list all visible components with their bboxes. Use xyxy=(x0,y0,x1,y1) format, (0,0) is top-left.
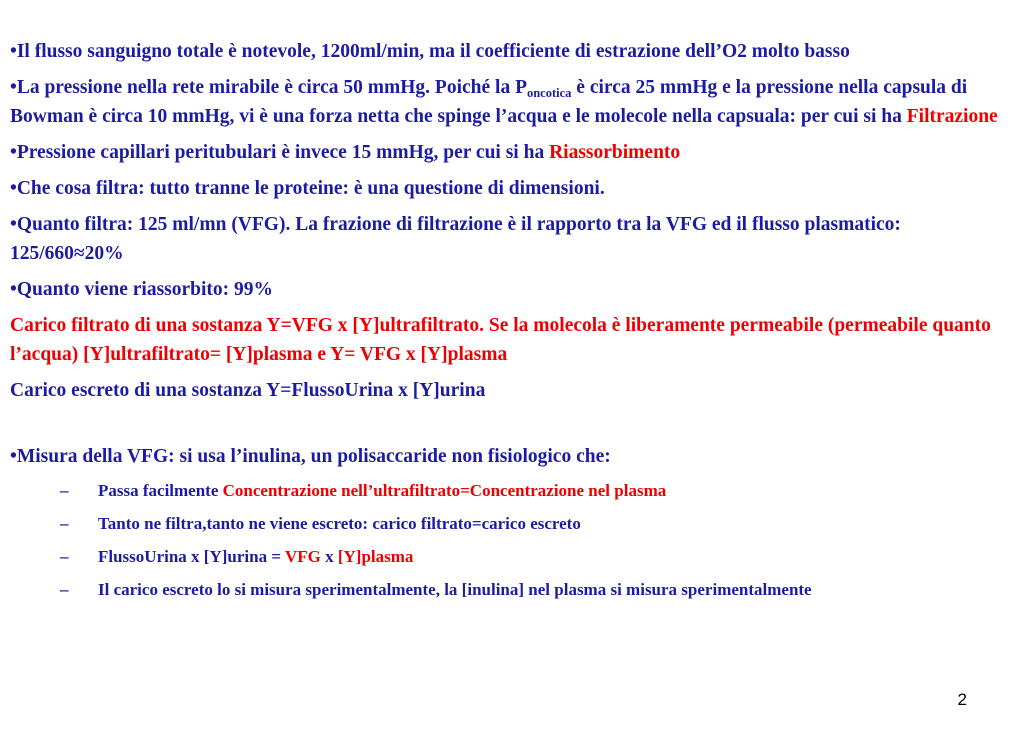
bullet-riassorbito: •Quanto viene riassorbito: 99% xyxy=(10,279,274,300)
dash-marker: – xyxy=(60,514,69,533)
carico-filtrato: Carico filtrato di una sostanza Y=VFG x [Y]ultrafiltrato. Se la molecola è liberamente permeabile (permeabile quanto l’acqua) [Y]ultrafiltrato= [Y]plasma e Y= VFG x [Y]plasma xyxy=(10,315,991,365)
bullet-flusso: •Il flusso sanguigno totale è notevole, 1200ml/min, ma il coefficiente di estrazione dell’O2 molto basso xyxy=(10,41,850,62)
dash-marker: – xyxy=(60,481,69,500)
page-number: 2 xyxy=(957,690,967,709)
list-item: – Il carico escreto lo si misura sperimentalmente, la [inulina] nel plasma si misura sperimentalmente xyxy=(60,577,1014,603)
spacer xyxy=(10,412,1014,442)
inulina-list xyxy=(10,478,1014,603)
dash-marker: – xyxy=(60,580,69,599)
dash-marker: – xyxy=(60,547,69,566)
list-item: – Passa facilmente Concentrazione nell’ultrafiltrato=Concentrazione nel plasma xyxy=(60,478,1014,504)
slide-body xyxy=(10,37,1014,610)
bullet-misura-vfg: •Misura della VFG: si usa l’inulina, un polisaccaride non fisiologico che: xyxy=(10,446,611,467)
bullet-pressione-rete: •La pressione nella rete mirabile è circa 50 mmHg. Poiché la $P_{oncotica}$ è circa 25 mmHg e la pressione nella capsula di Bowman è circa 10 mmHg, vi è una forza netta che spinge l’acqua e le molecole nella capsuala: per cui si ha Filtrazione xyxy=(10,77,998,127)
keyword-riassorbimento: Riassorbimento xyxy=(549,142,681,163)
list-item: – FlussoUrina x [Y]urina = VFG x [Y]plasma xyxy=(60,544,1014,570)
list-item: – Tanto ne filtra,tanto ne viene escreto: carico filtrato=carico escreto xyxy=(60,511,1014,537)
bullet-pressione-capillari: •Pressione capillari peritubulari è invece 15 mmHg, per cui si ha Riassorbimento xyxy=(10,142,681,163)
keyword-filtrazione: Filtrazione xyxy=(906,106,998,127)
carico-escreto: Carico escreto di una sostanza Y=FlussoUrina x [Y]urina xyxy=(10,380,486,401)
bullet-cosa-filtra: •Che cosa filtra: tutto tranne le proteine: è una questione di dimensioni. xyxy=(10,178,605,199)
bullet-quanto-filtra: •Quanto filtra: 125 ml/mn (VFG). La frazione di filtrazione è il rapporto tra la VFG ed il flusso plasmatico: 125/660≈20% xyxy=(10,214,901,264)
